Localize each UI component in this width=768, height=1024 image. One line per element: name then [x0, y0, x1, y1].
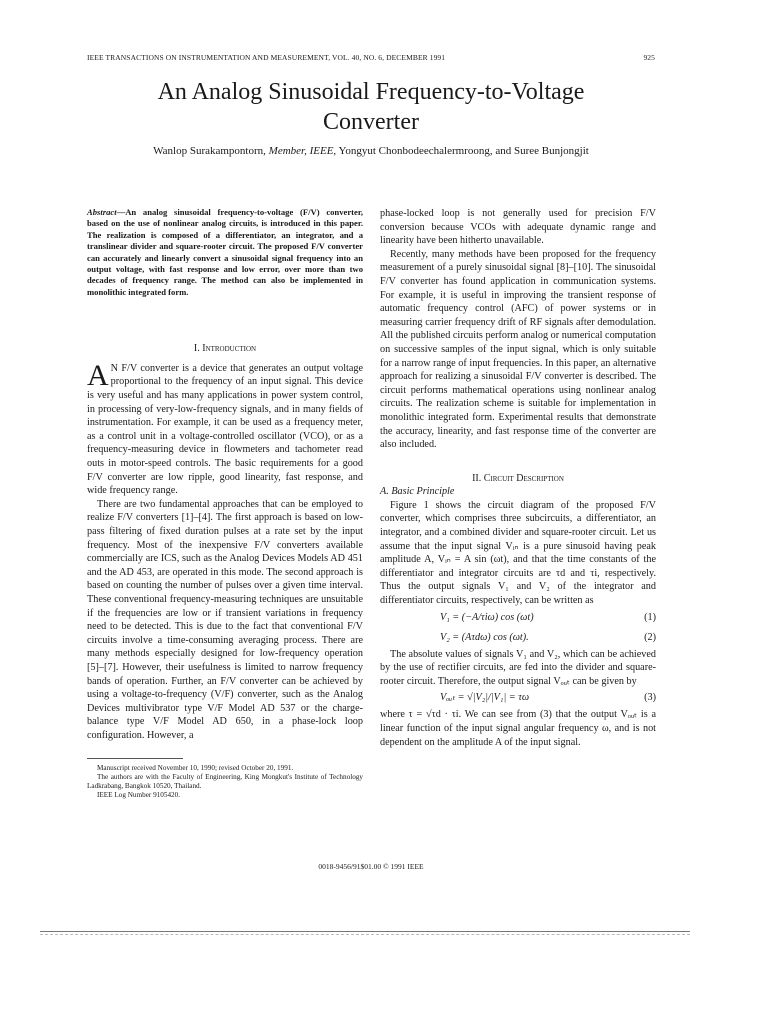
footnote-log-number: IEEE Log Number 9105420.: [97, 791, 181, 800]
footnote: [87, 764, 363, 800]
section-1-number: I.: [193, 343, 203, 355]
equation-3: [380, 688, 656, 708]
footnote-affiliation: The authors are with the Faculty of Engineering, King Mongkut's Institute of Technology Ladkrabang, Bangkok 10520, Thailand.: [87, 773, 363, 791]
section-2-number: II.: [472, 472, 484, 484]
right-column: [380, 207, 656, 749]
footnote-rule: [87, 758, 183, 759]
section-heading-introduction: [87, 342, 363, 356]
equation-2: [380, 628, 656, 648]
equation-1: [380, 608, 656, 628]
right-paragraph-1: phase-locked loop is not generally used for precision F/V conversion because VCOs with adequate dynamic range and linearity have been hitherto unavailable.: [380, 208, 656, 247]
title-line-1: An Analog Sinusoidal Frequency-to-Voltage: [157, 79, 585, 105]
equation-1-body: V₁ = (−A/τiω) cos (ωt): [440, 611, 534, 623]
abstract-label: Abstract: [87, 207, 117, 217]
section-1-name: Introduction: [202, 343, 257, 355]
section-heading-circuit-description: [380, 472, 656, 486]
section-2-name: Circuit Description: [483, 472, 564, 484]
copyright-line: 0018-9456/91$01.00 © 1991 IEEE: [318, 862, 424, 871]
page-divider: [40, 931, 690, 932]
right-paragraph-2: Recently, many methods have been proposed for the frequency measurement of a purely sinusoidal signal [8]–[10]. The sinusoidal F/V converter has found application in communication systems. For example, it is useful in improving the transient response of automatic frequency control (AFC) of power systems or in measuring carrier frequency drift of RF signals after demodulation. All the published circuits perform analog or numerical computation on successive samples of the input signal, which is only suitable for a narrow range of input frequencies. In this paper, an alternative approach for realizing a sinusoidal F/V converter is described. The circuit performs mathematical operations using nonlinear analog circuits. The realization scheme is suitable for implementation in monolithic integrated form. Experimental results that demonstrate the accuracy, linearity, and fast response time of the converter are also included.: [380, 248, 656, 451]
drop-cap: A: [87, 358, 109, 392]
equation-3-number: (3): [644, 692, 656, 704]
basic-principle-paragraph: Figure 1 shows the circuit diagram of the proposed F/V converter, which comprises three subcircuits, a differentiator, an integrator, and a combined divider and square-rooter circuit. Let us assume that the input signal Vᵢₙ is a pure sinusoid having peak amplitude A, Vᵢₙ = A sin (ωt), and that the time constants of the differentiator and integrator circuits are τd and τi, respectively. Thus the output signals V₁ and V₂ of the integrator and differentiator circuits, respectively, can be written as: [380, 499, 656, 607]
equation-3-body: Vₒᵤₜ = √|V₂|/|V₁| = τω: [440, 692, 530, 704]
conclusion-paragraph: where τ = √τd · τi. We can see from (3) that the output Vₒᵤₜ is a linear function of the input signal angular frequency ω, and is not dependent on the amplitude A of the input signal.: [380, 709, 656, 748]
title-line-2: Converter: [323, 109, 419, 135]
rectifier-paragraph: The absolute values of signals V₁ and V₂, which can be achieved by the use of rectifier circuits, are fed into the divider and square-rooter circuit. Therefore, the output signal Vₒᵤₜ can be given by: [380, 648, 656, 687]
paper-title: [87, 77, 655, 137]
equation-1-number: (1): [644, 611, 656, 623]
page-divider-dashed: [40, 934, 690, 935]
subsection-heading: A. Basic Principle: [380, 486, 455, 498]
left-column: [87, 207, 363, 800]
journal-header: IEEE TRANSACTIONS ON INSTRUMENTATION AND MEASUREMENT, VOL. 40, NO. 6, DECEMBER 1991: [87, 53, 446, 62]
intro-paragraph-2: There are two fundamental approaches that can be employed to realize F/V converters [1]–[4]. The first approach is based on low-pass filtering of fixed duration pulses at a rate set by the input frequency. Most of the inexpensive F/V converters available commercially are ICS, such as the Analog Devices Models AD 451 and the AD 453, are operated in this mode. The second approach is based on counting the number of pulses over a given time interval. These conventional frequency-measuring techniques are unsuitable if the frequencies are low or if transient variations in frequency need to be detected. This is due to the fact that conventional F/V circuits involve a time-consuming averaging process. There are many methods especially designed for low-frequency operation [5]–[7]. However, their usefulness is limited to narrow frequency bands of operation. Further, an F/V converter can be achieved by using a voltage-to-frequency (V/F) converter, such as the Analog Devices multivibrator type V/F Model AD 537 or the charge-balance type V/F Model AD 650, in a phase-lock loop configuration. However, a: [87, 498, 363, 741]
author-1-membership: Member, IEEE: [268, 145, 334, 157]
author-list: [87, 145, 655, 157]
equation-2-body: V₂ = (Aτdω) cos (ωt).: [440, 631, 529, 643]
abstract: [87, 207, 363, 298]
author-1: Wanlop Surakampontorn,: [153, 145, 269, 157]
intro-paragraph-1-text: N F/V converter is a device that generates an output voltage proportional to the frequency of an input signal. This device is very useful and has many applications in power system control, in processing of very-low-frequency signals, and in many fields of instrumentation. For example, it can be used as a frequency meter, as a control unit in a voltage-controlled oscillator (VCO), or as a frequency-measuring device in flowmeters and tachometer read outs in motor-speed controls. The basic requirements for a good F/V converter are low ripple, good linearity, fast response, and wide frequency range.: [87, 362, 363, 497]
intro-paragraph-1: [87, 358, 363, 498]
equation-2-number: (2): [644, 631, 656, 643]
page-number: 925: [643, 53, 655, 62]
footnote-received: Manuscript received November 10, 1990; revised October 20, 1991.: [97, 764, 294, 773]
abstract-text: —An analog sinusoidal frequency-to-voltage (F/V) converter, based on the use of nonlinear analog circuits, is introduced in this paper. The realization is composed of a differentiator, an integrator, and a translinear divider and square-rooter circuit. The proposed F/V converter can accurately and linearly convert a sinusoidal signal frequency into an output voltage, with fast response and low error, over more than two decades of frequency range. The method can also be implemented in monolithic integrated form.: [87, 207, 363, 297]
coauthors: , Yongyut Chonbodeechalermroong, and Suree Bunjongjit: [333, 145, 589, 157]
